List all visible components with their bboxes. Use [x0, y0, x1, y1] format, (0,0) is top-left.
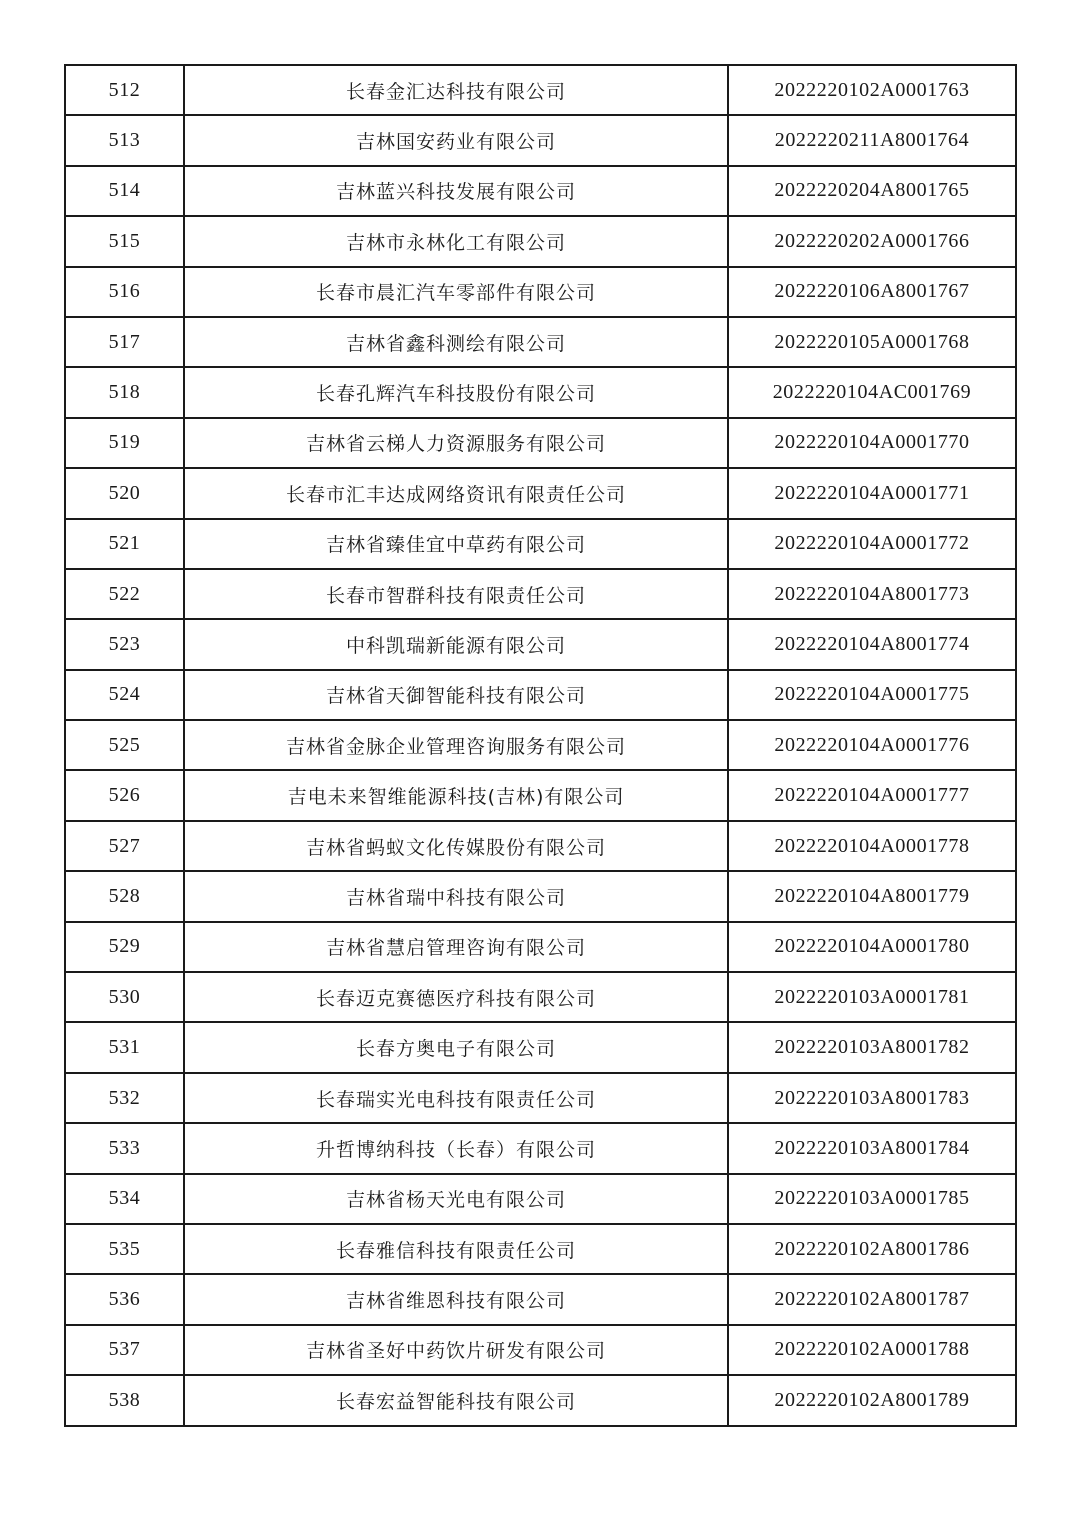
table-row — [65, 317, 1016, 367]
registration-code-cell: 2022220104A0001777 — [728, 770, 1016, 820]
row-number-cell: 529 — [65, 922, 184, 972]
company-name-cell: 吉林省慧启管理咨询有限公司 — [184, 922, 728, 972]
registration-code-cell: 2022220202A0001766 — [728, 216, 1016, 266]
registration-code-cell: 2022220104A0001775 — [728, 670, 1016, 720]
table-row — [65, 922, 1016, 972]
registration-code-cell: 2022220103A0001785 — [728, 1174, 1016, 1224]
company-name-cell: 长春市智群科技有限责任公司 — [184, 569, 728, 619]
registration-code-cell: 2022220211A8001764 — [728, 115, 1016, 165]
company-name-cell: 吉林省维恩科技有限公司 — [184, 1274, 728, 1324]
registration-code-cell: 2022220102A8001789 — [728, 1375, 1016, 1425]
registration-code-cell: 2022220103A8001784 — [728, 1123, 1016, 1173]
registration-code-cell: 2022220102A8001787 — [728, 1274, 1016, 1324]
registration-code-cell: 2022220106A8001767 — [728, 267, 1016, 317]
registration-code-cell: 2022220104A8001773 — [728, 569, 1016, 619]
company-name-cell: 吉林省蚂蚁文化传媒股份有限公司 — [184, 821, 728, 871]
row-number-cell: 537 — [65, 1325, 184, 1375]
row-number-cell: 512 — [65, 65, 184, 115]
row-number-cell: 525 — [65, 720, 184, 770]
table-row — [65, 166, 1016, 216]
row-number-cell: 524 — [65, 670, 184, 720]
table-row — [65, 367, 1016, 417]
company-name-cell: 吉林省杨天光电有限公司 — [184, 1174, 728, 1224]
company-name-cell: 吉林国安药业有限公司 — [184, 115, 728, 165]
row-number-cell: 517 — [65, 317, 184, 367]
company-name-cell: 升哲博纳科技（长春）有限公司 — [184, 1123, 728, 1173]
registration-code-cell: 2022220103A8001782 — [728, 1022, 1016, 1072]
row-number-cell: 536 — [65, 1274, 184, 1324]
table-row — [65, 1325, 1016, 1375]
table-row — [65, 267, 1016, 317]
company-name-cell: 吉林省瑞中科技有限公司 — [184, 871, 728, 921]
company-name-cell: 吉林省圣好中药饮片研发有限公司 — [184, 1325, 728, 1375]
row-number-cell: 527 — [65, 821, 184, 871]
company-name-cell: 长春迈克赛德医疗科技有限公司 — [184, 972, 728, 1022]
row-number-cell: 535 — [65, 1224, 184, 1274]
company-name-cell: 吉林省金脉企业管理咨询服务有限公司 — [184, 720, 728, 770]
row-number-cell: 528 — [65, 871, 184, 921]
company-name-cell: 吉林蓝兴科技发展有限公司 — [184, 166, 728, 216]
row-number-cell: 520 — [65, 468, 184, 518]
company-name-cell: 中科凯瑞新能源有限公司 — [184, 619, 728, 669]
row-number-cell: 532 — [65, 1073, 184, 1123]
company-name-cell: 长春瑞实光电科技有限责任公司 — [184, 1073, 728, 1123]
table-row — [65, 115, 1016, 165]
registration-code-cell: 2022220104A8001774 — [728, 619, 1016, 669]
registration-code-cell: 2022220104A0001770 — [728, 418, 1016, 468]
table-row — [65, 770, 1016, 820]
registration-code-cell: 2022220104A0001771 — [728, 468, 1016, 518]
company-name-cell: 吉林市永林化工有限公司 — [184, 216, 728, 266]
table-row — [65, 418, 1016, 468]
table-row — [65, 519, 1016, 569]
table-row — [65, 1123, 1016, 1173]
row-number-cell: 523 — [65, 619, 184, 669]
registration-code-cell: 2022220104A0001780 — [728, 922, 1016, 972]
company-name-cell: 吉林省天御智能科技有限公司 — [184, 670, 728, 720]
row-number-cell: 538 — [65, 1375, 184, 1425]
row-number-cell: 533 — [65, 1123, 184, 1173]
table-row — [65, 1224, 1016, 1274]
table-row — [65, 972, 1016, 1022]
company-name-cell: 长春雅信科技有限责任公司 — [184, 1224, 728, 1274]
table-row — [65, 1274, 1016, 1324]
row-number-cell: 531 — [65, 1022, 184, 1072]
registration-code-cell: 2022220103A8001783 — [728, 1073, 1016, 1123]
row-number-cell: 519 — [65, 418, 184, 468]
row-number-cell: 514 — [65, 166, 184, 216]
table-row — [65, 821, 1016, 871]
company-name-cell: 长春市晨汇汽车零部件有限公司 — [184, 267, 728, 317]
company-name-cell: 长春市汇丰达成网络资讯有限责任公司 — [184, 468, 728, 518]
row-number-cell: 526 — [65, 770, 184, 820]
company-name-cell: 长春方奥电子有限公司 — [184, 1022, 728, 1072]
table-row — [65, 569, 1016, 619]
registration-code-cell: 2022220102A0001763 — [728, 65, 1016, 115]
row-number-cell: 530 — [65, 972, 184, 1022]
company-name-cell: 吉林省云梯人力资源服务有限公司 — [184, 418, 728, 468]
row-number-cell: 522 — [65, 569, 184, 619]
registration-code-cell: 2022220103A0001781 — [728, 972, 1016, 1022]
table-row — [65, 1174, 1016, 1224]
registration-code-cell: 2022220104AC001769 — [728, 367, 1016, 417]
row-number-cell: 521 — [65, 519, 184, 569]
table-row — [65, 468, 1016, 518]
registration-code-cell: 2022220105A0001768 — [728, 317, 1016, 367]
table-row — [65, 871, 1016, 921]
registration-code-cell: 2022220104A0001772 — [728, 519, 1016, 569]
row-number-cell: 516 — [65, 267, 184, 317]
company-name-cell: 长春宏益智能科技有限公司 — [184, 1375, 728, 1425]
row-number-cell: 518 — [65, 367, 184, 417]
company-name-cell: 长春孔辉汽车科技股份有限公司 — [184, 367, 728, 417]
row-number-cell: 534 — [65, 1174, 184, 1224]
registry-sheet — [64, 64, 1015, 1427]
registry-table-body — [65, 65, 1016, 1426]
registration-code-cell: 2022220204A8001765 — [728, 166, 1016, 216]
company-name-cell: 吉电未来智维能源科技(吉林)有限公司 — [184, 770, 728, 820]
table-row — [65, 1022, 1016, 1072]
registration-code-cell: 2022220102A8001786 — [728, 1224, 1016, 1274]
enterprise-registry-table — [64, 64, 1017, 1427]
table-row — [65, 1375, 1016, 1425]
row-number-cell: 515 — [65, 216, 184, 266]
row-number-cell: 513 — [65, 115, 184, 165]
table-row — [65, 65, 1016, 115]
company-name-cell: 长春金汇达科技有限公司 — [184, 65, 728, 115]
registration-code-cell: 2022220102A0001788 — [728, 1325, 1016, 1375]
company-name-cell: 吉林省鑫科测绘有限公司 — [184, 317, 728, 367]
table-row — [65, 720, 1016, 770]
company-name-cell: 吉林省臻佳宜中草药有限公司 — [184, 519, 728, 569]
registration-code-cell: 2022220104A0001776 — [728, 720, 1016, 770]
table-row — [65, 670, 1016, 720]
table-row — [65, 1073, 1016, 1123]
registration-code-cell: 2022220104A8001779 — [728, 871, 1016, 921]
registration-code-cell: 2022220104A0001778 — [728, 821, 1016, 871]
table-row — [65, 216, 1016, 266]
table-row — [65, 619, 1016, 669]
